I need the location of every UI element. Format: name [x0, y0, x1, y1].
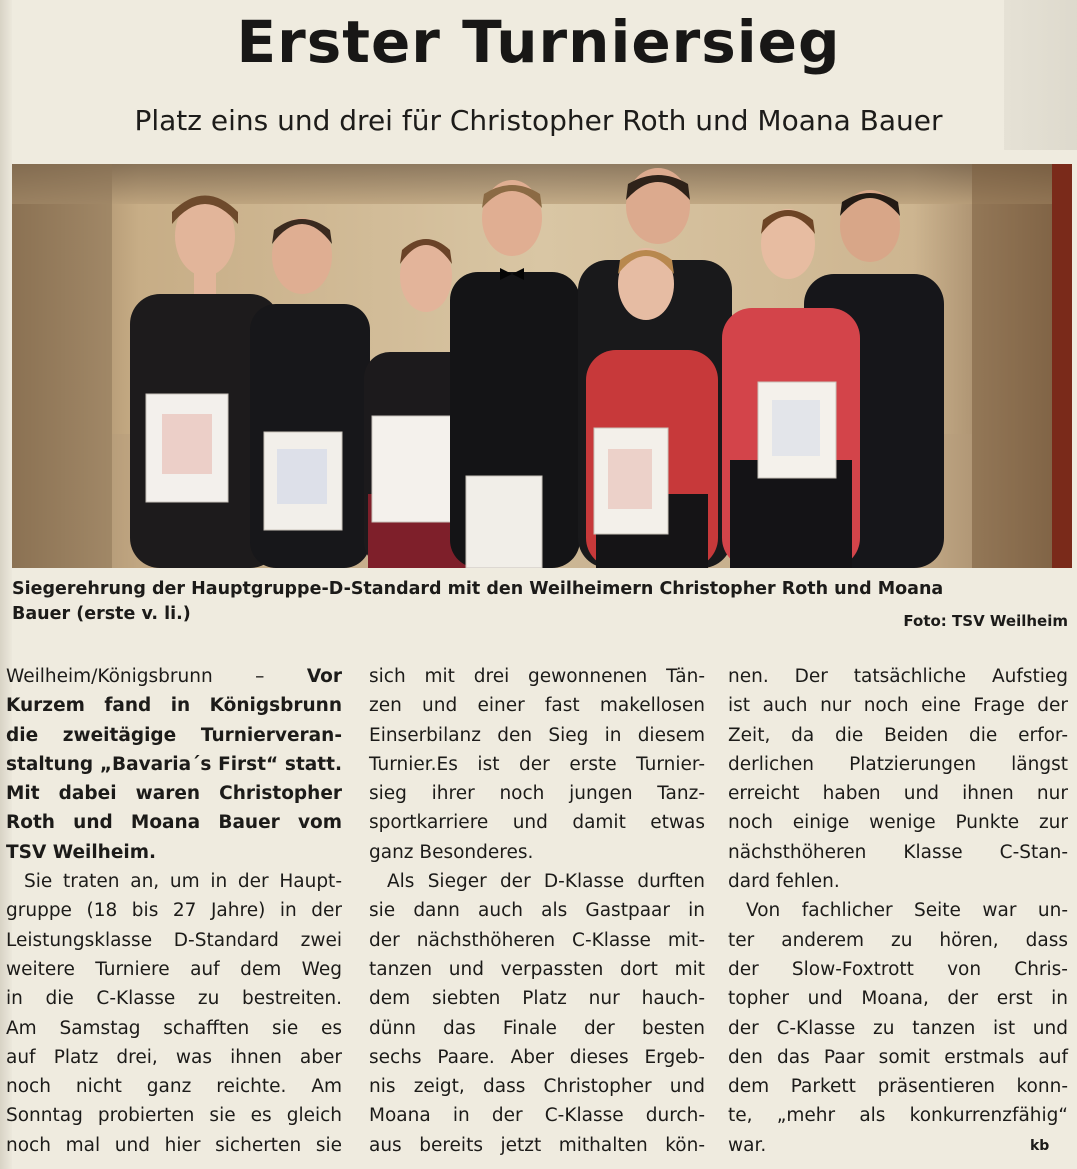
text-line: Sie traten an, um in der Haupt- — [24, 871, 342, 893]
text-line: den das Paar somit erstmals auf — [728, 1046, 1068, 1068]
article-headline: Erster Turniersieg — [236, 8, 841, 76]
text-line: topher und Moana, der erst in — [728, 988, 1068, 1010]
text-line: Moana in der C-Klasse durch- — [369, 1105, 705, 1127]
award-ceremony-photo — [12, 164, 1072, 568]
lead-line: Mit dabei waren Christopher — [6, 783, 342, 805]
author-initials: kb — [1030, 1138, 1050, 1154]
text-line: ter anderem zu hören, dass — [728, 929, 1068, 951]
text-line: der C-Klasse zu tanzen ist und — [728, 1017, 1068, 1039]
text-line: dünn das Finale der besten — [369, 1017, 705, 1039]
text-line: Leistungsklasse D-Standard zwei — [6, 929, 342, 951]
text-line: Turnier.Es ist der erste Turnier- — [369, 753, 705, 775]
text-line: ganz Besonderes. — [369, 841, 534, 863]
text-line: weitere Turniere auf dem Weg — [6, 958, 342, 980]
text-line: sechs Paare. Aber dieses Ergeb- — [369, 1046, 705, 1068]
text-line: derlichen Platzierungen längst — [728, 753, 1068, 775]
text-line: te, „mehr als konkurrenzfähig“ — [728, 1105, 1068, 1127]
text-line: der nächsthöheren C-Klasse mit- — [369, 929, 705, 951]
text-line: Von fachlicher Seite war un- — [746, 900, 1068, 922]
text-line: nen. Der tatsächliche Aufstieg — [728, 666, 1068, 687]
lead-line: Kurzem fand in Königsbrunn — [6, 695, 342, 717]
text-line — [6, 662, 342, 691]
text-line: war. — [728, 1134, 767, 1156]
text-line: tanzen und verpassten dort mit — [369, 958, 705, 980]
text-line: nis zeigt, dass Christopher und — [369, 1076, 705, 1098]
text-line: sie dann auch als Gastpaar in — [369, 900, 705, 922]
text-line: aus bereits jetzt mithalten kön- — [369, 1134, 705, 1156]
lead-line: staltung „Bavaria´s First“ statt. — [6, 753, 342, 775]
text-line: Sonntag probierten sie es gleich — [6, 1105, 342, 1127]
text-line: erreicht haben und ihnen nur — [728, 783, 1068, 805]
lead-line: die zweitägige Turnierveran- — [6, 724, 342, 746]
text-line: ist auch nur noch eine Frage der — [728, 695, 1068, 717]
text-line: in die C-Klasse zu bestreiten. — [6, 988, 342, 1010]
text-line: auf Platz drei, was ihnen aber — [6, 1046, 342, 1068]
text-line: noch nicht ganz reichte. Am — [6, 1076, 342, 1098]
photo-credit: Foto: TSV Weilheim — [903, 612, 1068, 630]
lead-line: TSV Weilheim. — [6, 841, 157, 863]
caption-line: Bauer (erste v. li.) — [12, 604, 191, 624]
text-line: noch mal und hier sicherten sie — [6, 1134, 342, 1156]
text-line: sportkarriere und damit etwas — [369, 812, 705, 834]
lead-text: Vor — [306, 666, 342, 687]
text-line: der Slow-Foxtrott von Chris- — [728, 958, 1068, 980]
dateline: Weilheim/Königsbrunn – — [6, 666, 265, 687]
text-line: dard fehlen. — [728, 871, 840, 893]
text-line: noch einige wenige Punkte zur — [728, 812, 1068, 834]
text-line: Als Sieger der D-Klasse durften — [387, 871, 705, 893]
text-line: zen und einer fast makellosen — [369, 695, 705, 717]
text-line: Einserbilanz den Sieg in diesem — [369, 724, 705, 746]
text-line: dem Parkett präsentieren konn- — [728, 1076, 1068, 1098]
text-column-3 — [728, 662, 1068, 1160]
text-column-2 — [369, 662, 705, 1160]
article-subheadline: Platz eins und drei für Christopher Roth und Moana Bauer — [134, 104, 943, 137]
caption-line: Siegerehrung der Hauptgruppe-D-Standard mit den Weilheimern Christopher Roth und Moana — [12, 579, 944, 599]
text-line: nächsthöheren Klasse C-Stan- — [728, 841, 1068, 863]
text-line: sich mit drei gewonnenen Tän- — [369, 666, 705, 687]
lead-line: Roth und Moana Bauer vom — [6, 812, 342, 834]
text-line: Am Samstag schafften sie es — [6, 1017, 342, 1039]
text-line: sieg ihrer noch jungen Tanz- — [369, 783, 705, 805]
text-line: Zeit, da die Beiden die erfor- — [728, 724, 1068, 746]
text-line: gruppe (18 bis 27 Jahre) in der — [6, 900, 342, 922]
text-column-1 — [6, 662, 342, 1160]
text-line: dem siebten Platz nur hauch- — [369, 988, 705, 1010]
